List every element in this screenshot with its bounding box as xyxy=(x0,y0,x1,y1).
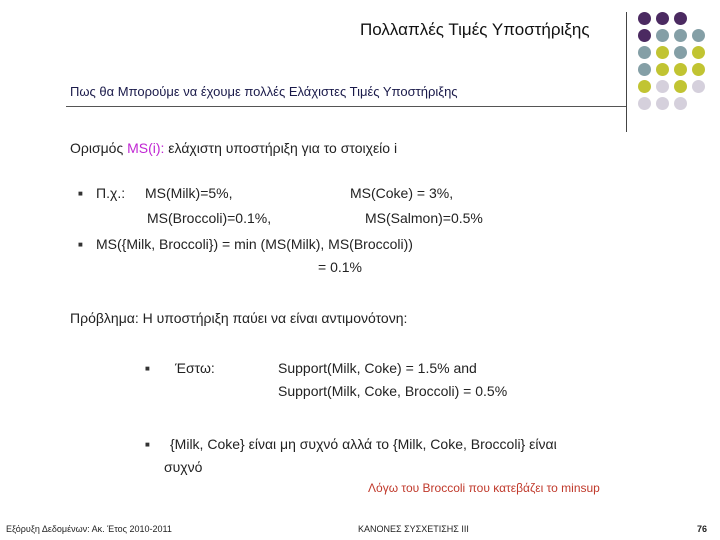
bullet-marker: ■ xyxy=(78,240,83,249)
dot xyxy=(638,80,651,93)
dot xyxy=(638,46,651,59)
dot xyxy=(656,46,669,59)
ms-broccoli: MS(Broccoli)=0.1%, xyxy=(147,210,272,226)
dot xyxy=(656,80,669,93)
dot xyxy=(692,80,705,93)
dot xyxy=(674,46,687,59)
decorative-dot-grid xyxy=(636,10,716,130)
page-number: 76 xyxy=(697,524,708,534)
dot xyxy=(692,46,705,59)
ms-salmon: MS(Salmon)=0.5% xyxy=(365,210,483,226)
bullet-marker: ■ xyxy=(78,189,83,198)
ms-itemset-formula: MS({Milk, Broccoli}) = min (MS(Milk), MS(Broccoli)) xyxy=(96,236,413,252)
dot xyxy=(674,12,687,25)
ms-coke: MS(Coke) = 3%, xyxy=(350,185,454,201)
dot xyxy=(656,29,669,42)
dot xyxy=(638,97,651,110)
dot xyxy=(638,63,651,76)
definition-line xyxy=(70,140,397,156)
dot xyxy=(674,80,687,93)
example-label: Έστω: xyxy=(175,360,215,376)
dot xyxy=(638,12,651,25)
dot xyxy=(692,63,705,76)
footer-chapter: ΚΑΝΟΝΕΣ ΣΥΣΧΕΤΙΣΗΣ ΙΙΙ xyxy=(358,524,469,534)
dot xyxy=(656,97,669,110)
header-divider xyxy=(626,12,627,132)
antimonotone-statement-cont: συχνό xyxy=(164,459,203,475)
dot xyxy=(674,29,687,42)
ms-itemset-result: = 0.1% xyxy=(318,259,362,275)
broccoli-note: Λόγω του Broccoli που κατεβάζει το minsup xyxy=(368,481,600,495)
footer-course: Εξόρυξη Δεδομένων: Ακ. Έτος 2010-2011 xyxy=(6,524,172,534)
slide-title: Πολλαπλές Τιμές Υποστήριξης xyxy=(360,20,590,39)
dot xyxy=(638,29,651,42)
definition-term: MS(i): xyxy=(127,140,165,156)
problem-heading: Πρόβλημα: Η υποστήριξη παύει να είναι αντιμονότονη: xyxy=(70,310,408,326)
bullet-marker: ■ xyxy=(145,364,150,373)
dot xyxy=(656,63,669,76)
dot xyxy=(674,97,687,110)
antimonotone-statement: {Milk, Coke} είναι μη συχνό αλλά το {Milk, Coke, Broccoli} είναι xyxy=(170,436,557,452)
support-milk-coke-broccoli: Support(Milk, Coke, Broccoli) = 0.5% xyxy=(278,383,508,399)
subtitle-divider xyxy=(66,106,626,107)
ms-milk: MS(Milk)=5%, xyxy=(145,185,233,201)
support-milk-coke: Support(Milk, Coke) = 1.5% and xyxy=(278,360,477,376)
dot xyxy=(692,29,705,42)
bullet-marker: ■ xyxy=(145,440,150,449)
definition-rest: ελάχιστη υποστήριξη για το στοιχείο i xyxy=(164,140,398,156)
slide-subtitle: Πως θα Μπορούμε να έχουμε πολλές Ελάχιστες Τιμές Υποστήριξης xyxy=(70,84,458,99)
dot xyxy=(674,63,687,76)
dot xyxy=(656,12,669,25)
bullet-example-prefix: Π.χ.: xyxy=(96,185,126,201)
definition-prefix: Ορισμός xyxy=(70,140,128,156)
